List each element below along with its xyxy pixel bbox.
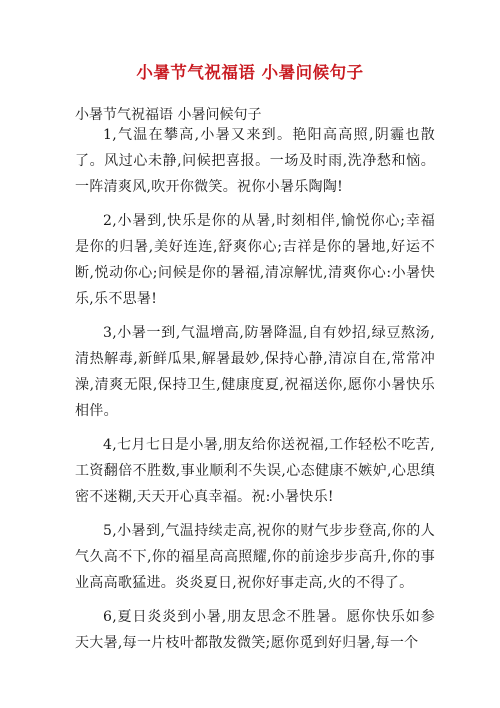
document-title: 小暑节气祝福语 小暑问候句子 — [136, 63, 364, 82]
paragraph-6: 6,夏日炎炎到小暑,朋友思念不胜暑。愿你快乐如参天大暑,每一片枝叶都散发微笑;愿你觅到好归暑,每一个 — [75, 609, 435, 651]
document-body — [75, 122, 435, 664]
paragraph-5: 5,小暑到,气温持续走高,祝你的财气步步登高,你的人气久高不下,你的福星高高照耀,你的前途步步高升,你的事业高高歌猛进。炎炎夏日,祝你好事走高,火的不得了。 — [75, 523, 435, 591]
paragraph-3: 3,小暑一到,气温增高,防暑降温,自有妙招,绿豆熬汤,清热解毒,新鲜瓜果,解暑最妙,保持心静,清凉自在,常常冲澡,清爽无限,保持卫生,健康度夏,祝福送你,愿你小暑快乐相伴。 — [75, 325, 435, 419]
paragraph-4: 4,七月七日是小暑,朋友给你送祝福,工作轻松不吃苦,工资翻倍不胜数,事业顺利不失误,心态健康不嫉妒,心思缜密不迷糊,天天开心真幸福。祝:小暑快乐! — [75, 437, 435, 505]
document-subtitle: 小暑节气祝福语 小暑问候句子 — [75, 107, 262, 123]
paragraph-2: 2,小暑到,快乐是你的从暑,时刻相伴,愉悦你心;幸福是你的归暑,美好连连,舒爽你心;吉祥是你的暑地,好运不断,悦动你心;问候是你的暑福,清凉解忧,清爽你心:小暑快乐,乐不思暑! — [75, 213, 435, 307]
paragraph-1: 1,气温在攀高,小暑又来到。艳阳高高照,阴霾也散了。风过心未静,问候把喜报。一场及时雨,洗净愁和恼。一阵清爽风,吹开你微笑。祝你小暑乐陶陶! — [75, 127, 435, 195]
